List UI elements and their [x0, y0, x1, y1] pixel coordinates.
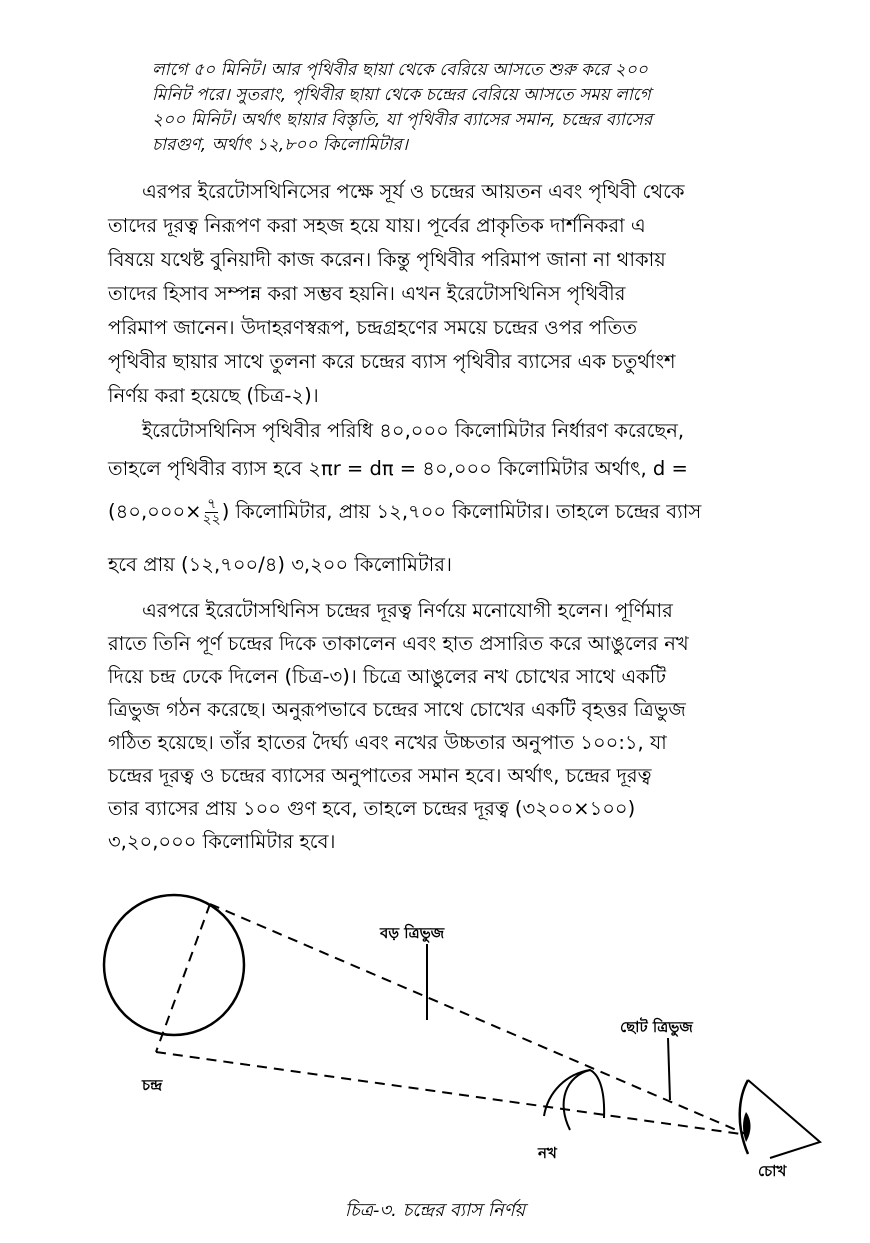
italic-line: ২০০ মিনিট। অর্থাৎ ছায়ার বিস্তৃতি, যা পৃথিবীর ব্যাসের সমান, চন্দ্রের ব্যাসের	[152, 110, 653, 130]
text-line: চন্দ্রের দূরত্ব ও চন্দ্রের ব্যাসের অনুপাতের সমান হবে। অর্থাৎ, চন্দ্রের দূরত্ব	[108, 764, 652, 787]
moon-diameter-figure	[0, 880, 870, 1190]
label-nail: নখ	[538, 1144, 557, 1162]
text-line: দিয়ে চন্দ্র ঢেকে দিলেন (চিত্র-৩)। চিত্রে আঙুলের নখ চোখের সাথে একটি	[108, 665, 666, 688]
finger-nail-shape	[564, 1070, 605, 1130]
small-triangle-pointer	[668, 1038, 670, 1100]
expression-suffix: ) কিলোমিটার, প্রায় ১২,৭০০ কিলোমিটার। তাহলে চন্দ্রের ব্যাস	[221, 500, 702, 523]
text-line: পরিমাপ জানেন। উদাহরণস্বরূপ, চন্দ্রগ্রহণের সময়ে চন্দ্রের ওপর পতিত	[108, 316, 637, 339]
label-big-triangle: বড় ত্রিভুজ	[380, 924, 445, 942]
text-line: তাদের হিসাব সম্পন্ন করা সম্ভব হয়নি। এখন ইরেটোসথিনিস পৃথিবীর	[108, 282, 626, 305]
text-line: গঠিত হয়েছে। তাঁর হাতের দৈর্ঘ্য এবং নখের উচ্চতার অনুপাত ১০০:১, যা	[108, 731, 667, 754]
text-line: নির্ণয় করা হয়েছে (চিত্র-২)।	[108, 384, 319, 407]
italic-line: মিনিট পরে। সুতরাং, পৃথিবীর ছায়া থেকে চন্দ্রের বেরিয়ে আসতে সময় লাগে	[152, 85, 651, 105]
fraction-denominator: ২২	[202, 512, 221, 528]
italic-line: চারগুণ, অর্থাৎ ১২,৮০০ কিলোমিটার।	[152, 135, 408, 155]
text-line: ইরেটোসথিনিস পৃথিবীর পরিধি ৪০,০০০ কিলোমিটার নির্ধারণ করেছেন,	[142, 419, 685, 442]
label-eye: চোখ	[758, 1162, 787, 1180]
text-line: পৃথিবীর ছায়ার সাথে তুলনা করে চন্দ্রের ব্যাস পৃথিবীর ব্যাসের এক চতুর্থাংশ	[108, 350, 676, 373]
moon-circle	[104, 895, 244, 1035]
fraction-numerator: ৭	[207, 496, 217, 512]
big-triangle-lower-side	[156, 1052, 748, 1135]
text-line-with-fraction	[108, 497, 701, 530]
text-line: তাহলে পৃথিবীর ব্যাস হবে ২πr = dπ = ৪০,০০০ কিলোমিটার অর্থাৎ, d =	[108, 457, 688, 480]
eye-pupil	[743, 1112, 751, 1142]
eye-outline	[748, 1080, 820, 1158]
text-line: ৩,২০,০০০ কিলোমিটার হবে।	[108, 830, 336, 853]
expression-prefix: (৪০,০০০×	[108, 500, 202, 523]
text-line: ত্রিভুজ গঠন করেছে। অনুরূপভাবে চন্দ্রের সাথে চোখের একটি বৃহত্তর ত্রিভুজ	[108, 698, 686, 721]
italic-paragraph	[152, 58, 792, 158]
figure-caption: চিত্র-৩. চন্দ্রের ব্যাস নির্ণয়	[344, 1200, 526, 1221]
text-line: রাতে তিনি পূর্ণ চন্দ্রের দিকে তাকালেন এবং হাত প্রসারিত করে আঙুলের নখ	[108, 632, 689, 655]
fraction	[203, 497, 221, 528]
text-line: এরপর ইরেটোসথিনিসের পক্ষে সূর্য ও চন্দ্রের আয়তন এবং পৃথিবী থেকে	[142, 180, 685, 203]
text-line: এরপরে ইরেটোসথিনিস চন্দ্রের দূরত্ব নির্ণয়ে মনোযোগী হলেন। পূর্ণিমার	[142, 599, 673, 622]
text-line: বিষয়ে যথেষ্ট বুনিয়াদী কাজ করেন। কিন্তু পৃথিবীর পরিমাপ জানা না থাকায়	[108, 248, 666, 271]
text-line: হবে প্রায় (১২,৭০০/৪) ৩,২০০ কিলোমিটার।	[108, 553, 452, 576]
label-moon: চন্দ্র	[142, 1076, 163, 1094]
label-small-triangle: ছোট ত্রিভুজ	[620, 1018, 693, 1036]
text-line: তাদের দূরত্ব নিরূপণ করা সহজ হয়ে যায়। পূর্বের প্রাকৃতিক দার্শনিকরা এ	[108, 214, 646, 237]
text-line: তার ব্যাসের প্রায় ১০০ গুণ হবে, তাহলে চন্দ্রের দূরত্ব (৩২০০×১০০)	[108, 797, 636, 820]
italic-line: লাগে ৫০ মিনিট। আর পৃথিবীর ছায়া থেকে বেরিয়ে আসতে শুরু করে ২০০	[152, 60, 648, 80]
